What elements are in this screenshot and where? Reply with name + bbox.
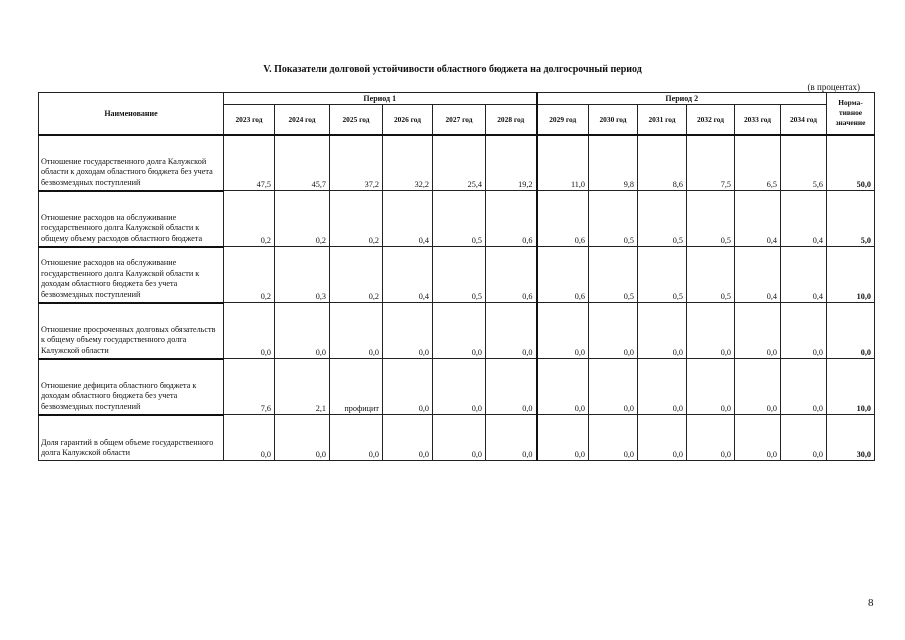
table-row [39, 359, 875, 415]
value-cell: 6,5 [735, 135, 781, 191]
value-cell: 0,0 [486, 303, 537, 359]
value-cell: 0,0 [330, 303, 383, 359]
value-cell: 8,6 [638, 135, 687, 191]
table-row [39, 247, 875, 303]
header-year: 2024 год [275, 105, 330, 135]
value-cell: 0,0 [433, 303, 486, 359]
value-cell: 0,0 [383, 359, 433, 415]
value-cell: 0,5 [433, 191, 486, 247]
row-label: Отношение государственного долга Калужской области к доходам областного бюджета без учета безвозмездных поступлений [39, 135, 224, 191]
header-year: 2026 год [383, 105, 433, 135]
value-cell: 0,2 [224, 247, 275, 303]
value-cell: 0,0 [781, 415, 827, 461]
value-cell: 0,0 [589, 303, 638, 359]
value-cell: 0,0 [433, 415, 486, 461]
header-year: 2027 год [433, 105, 486, 135]
value-cell: 0,0 [638, 359, 687, 415]
value-cell: 0,2 [330, 247, 383, 303]
normative-cell: 5,0 [827, 191, 875, 247]
normative-cell: 10,0 [827, 247, 875, 303]
header-year: 2030 год [589, 105, 638, 135]
value-cell: 0,0 [781, 359, 827, 415]
value-cell: 0,4 [781, 191, 827, 247]
value-cell: 32,2 [383, 135, 433, 191]
value-cell: 45,7 [275, 135, 330, 191]
value-cell: 0,0 [687, 359, 735, 415]
debt-sustainability-table [38, 92, 875, 461]
header-year: 2025 год [330, 105, 383, 135]
value-cell: 0,5 [687, 247, 735, 303]
value-cell: 19,2 [486, 135, 537, 191]
header-year: 2033 год [735, 105, 781, 135]
table-row [39, 191, 875, 247]
value-cell: 0,0 [781, 303, 827, 359]
value-cell: 0,0 [687, 415, 735, 461]
value-cell: 0,4 [735, 247, 781, 303]
value-cell: 0,0 [589, 359, 638, 415]
value-cell: 0,0 [735, 415, 781, 461]
value-cell: 0,3 [275, 247, 330, 303]
value-cell: 0,2 [224, 191, 275, 247]
page-number: 8 [868, 597, 874, 609]
value-cell: 37,2 [330, 135, 383, 191]
value-cell: 47,5 [224, 135, 275, 191]
value-cell: 0,0 [486, 415, 537, 461]
document-title: V. Показатели долговой устойчивости областного бюджета на долгосрочный период [263, 64, 642, 75]
value-cell: 7,6 [224, 359, 275, 415]
value-cell: 0,5 [638, 247, 687, 303]
value-cell: 0,0 [433, 359, 486, 415]
header-year: 2023 год [224, 105, 275, 135]
value-cell: 0,6 [486, 191, 537, 247]
value-cell: профицит [330, 359, 383, 415]
value-cell: 0,0 [687, 303, 735, 359]
header-period-2: Период 2 [537, 93, 827, 105]
value-cell: 0,0 [537, 303, 589, 359]
header-year: 2031 год [638, 105, 687, 135]
normative-cell: 0,0 [827, 303, 875, 359]
value-cell: 0,4 [781, 247, 827, 303]
value-cell: 0,0 [537, 415, 589, 461]
value-cell: 0,2 [330, 191, 383, 247]
table-row [39, 303, 875, 359]
header-year: 2028 год [486, 105, 537, 135]
value-cell: 0,0 [383, 303, 433, 359]
value-cell: 11,0 [537, 135, 589, 191]
row-label: Доля гарантий в общем объеме государственного долга Калужской области [39, 415, 224, 461]
value-cell: 7,5 [687, 135, 735, 191]
value-cell: 0,5 [687, 191, 735, 247]
value-cell: 0,0 [735, 303, 781, 359]
row-label: Отношение дефицита областного бюджета к доходам областного бюджета без учета безвозмездных поступлений [39, 359, 224, 415]
value-cell: 0,6 [537, 247, 589, 303]
value-cell: 0,0 [275, 303, 330, 359]
value-cell: 9,8 [589, 135, 638, 191]
header-year: 2032 год [687, 105, 735, 135]
value-cell: 0,4 [383, 191, 433, 247]
value-cell: 0,0 [735, 359, 781, 415]
value-cell: 0,0 [638, 415, 687, 461]
table-row [39, 415, 875, 461]
header-year: 2034 год [781, 105, 827, 135]
row-label: Отношение расходов на обслуживание государственного долга Калужской области к общему объему расходов областного бюджета [39, 191, 224, 247]
value-cell: 0,2 [275, 191, 330, 247]
value-cell: 0,0 [383, 415, 433, 461]
value-cell: 0,4 [735, 191, 781, 247]
value-cell: 0,0 [589, 415, 638, 461]
value-cell: 25,4 [433, 135, 486, 191]
header-period-1: Период 1 [224, 93, 537, 105]
header-year: 2029 год [537, 105, 589, 135]
row-label: Отношение расходов на обслуживание государственного долга Калужской области к доходам областного бюджета без учета безвозмездных поступлений [39, 247, 224, 303]
unit-note: (в процентах) [807, 82, 860, 92]
value-cell: 0,0 [224, 415, 275, 461]
value-cell: 0,6 [486, 247, 537, 303]
value-cell: 0,0 [224, 303, 275, 359]
normative-cell: 50,0 [827, 135, 875, 191]
row-label: Отношение просроченных долговых обязательств к общему объему государственного долга Калужской области [39, 303, 224, 359]
header-name: Наименование [39, 93, 224, 135]
normative-cell: 30,0 [827, 415, 875, 461]
value-cell: 0,5 [589, 191, 638, 247]
value-cell: 0,5 [433, 247, 486, 303]
table-row [39, 135, 875, 191]
header-normative: Норма-тивное значение [827, 93, 875, 135]
value-cell: 0,0 [275, 415, 330, 461]
value-cell: 0,5 [589, 247, 638, 303]
value-cell: 0,0 [330, 415, 383, 461]
value-cell: 0,0 [638, 303, 687, 359]
value-cell: 2,1 [275, 359, 330, 415]
value-cell: 0,0 [486, 359, 537, 415]
value-cell: 0,5 [638, 191, 687, 247]
value-cell: 0,0 [537, 359, 589, 415]
value-cell: 0,6 [537, 191, 589, 247]
normative-cell: 10,0 [827, 359, 875, 415]
value-cell: 5,6 [781, 135, 827, 191]
value-cell: 0,4 [383, 247, 433, 303]
